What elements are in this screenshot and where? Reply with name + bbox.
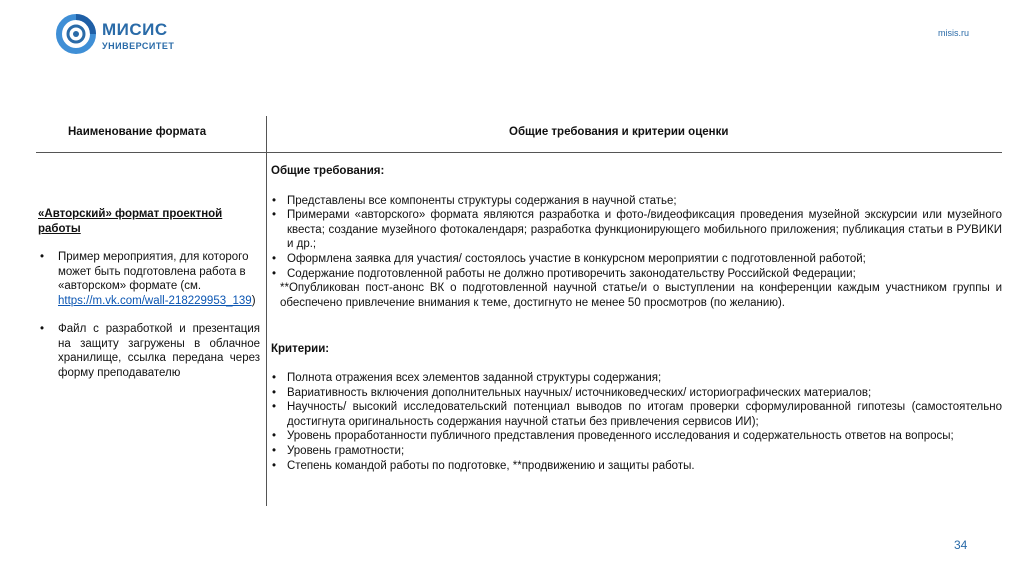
list-item: • Уровень проработанности публичного представления проведенного исследования и содержательность ответов на вопросы; [272,430,954,443]
list-item: • Полнота отражения всех элементов заданной структуры содержания; [272,371,662,384]
list-item: • Уровень грамотности; [272,444,405,457]
bullet-icon: • [272,401,277,414]
column-header-format: Наименование формата [68,126,207,138]
promo-note: **Опубликован пост-анонс ВК о подготовленной научной статье/и о выступлении на конференции каждым участником группы и обеспечено привлечение внимания к теме, достигнуто не менее 50 просмотров (по желанию). [280,282,1002,309]
page-number: 34 [954,538,968,552]
criteria-title: Критерии: [271,343,330,356]
list-item: • Вариативность включения дополнительных научных/ источниковедческих/ историографических материалов; [272,386,872,399]
list-item: • Представлены все компоненты структуры содержания в научной статье; [272,194,677,207]
requirements-cell [271,164,1002,473]
bullet-icon: • [272,459,277,472]
format-name: «Авторский» формат проектной работы [38,208,223,235]
bullet-icon: • [272,430,277,443]
list-item: • Примерами «авторского» формата являются разработка и фото-/видеофиксация проведения музейной экскурсии или музейного квеста; создание музейного фотокалендаря; разработка функционирующего мобильного приложения; публикация статьи в РУВИКИ и др.; [272,209,1002,251]
bullet-icon: • [272,267,277,280]
bullet-icon: • [40,251,45,263]
site-link[interactable]: misis.ru [938,28,969,38]
requirements-list [271,194,1002,282]
misis-logo [56,14,176,58]
list-item: • Файл с разработкой и презентация на защиту загружены в облачное хранилище, ссылка передана через форму преподавателю [40,323,260,379]
format-cell [38,207,260,394]
logo-subtitle: УНИВЕРСИТЕТ [102,41,175,51]
misis-logo-icon [56,14,96,54]
column-divider [266,116,267,506]
list-item: • Оформлена заявка для участия/ состоялось участие в конкурсном мероприятии с подготовленной работой; [272,252,866,265]
column-header-requirements: Общие требования и критерии оценки [509,126,729,138]
vk-wall-link[interactable]: https://m.vk.com/wall-218229953_139 [58,294,252,307]
logo-name: МИСИС [102,20,168,39]
bullet-icon: • [272,209,277,222]
list-item: • Степень командой работы по подготовке, **продвижению и защиты работы. [272,459,695,472]
criteria-list [271,371,1002,473]
format-notes [38,250,260,380]
list-item: • Научность/ высокий исследовательский потенциал выводов по итогам проверки сформулированной гипотезы (самостоятельно достигнута оригинальность содержания научной статьи без привлечения сервисов ИИ); [272,401,1002,428]
bullet-icon: • [272,194,277,207]
bullet-icon: • [40,323,45,335]
bullet-icon: • [272,386,277,399]
list-item: • Пример мероприятия, для которого может быть подготовлена работа в «авторском» формате (см. https://m.vk.com/wall-218229953_139) [40,251,256,307]
list-item: • Содержание подготовленной работы не должно противоречить законодательству Российской Федерации; [272,267,856,280]
header-divider [36,152,1002,153]
bullet-icon: • [272,252,277,265]
bullet-icon: • [272,444,277,457]
bullet-icon: • [272,371,277,384]
requirements-title: Общие требования: [271,165,385,177]
